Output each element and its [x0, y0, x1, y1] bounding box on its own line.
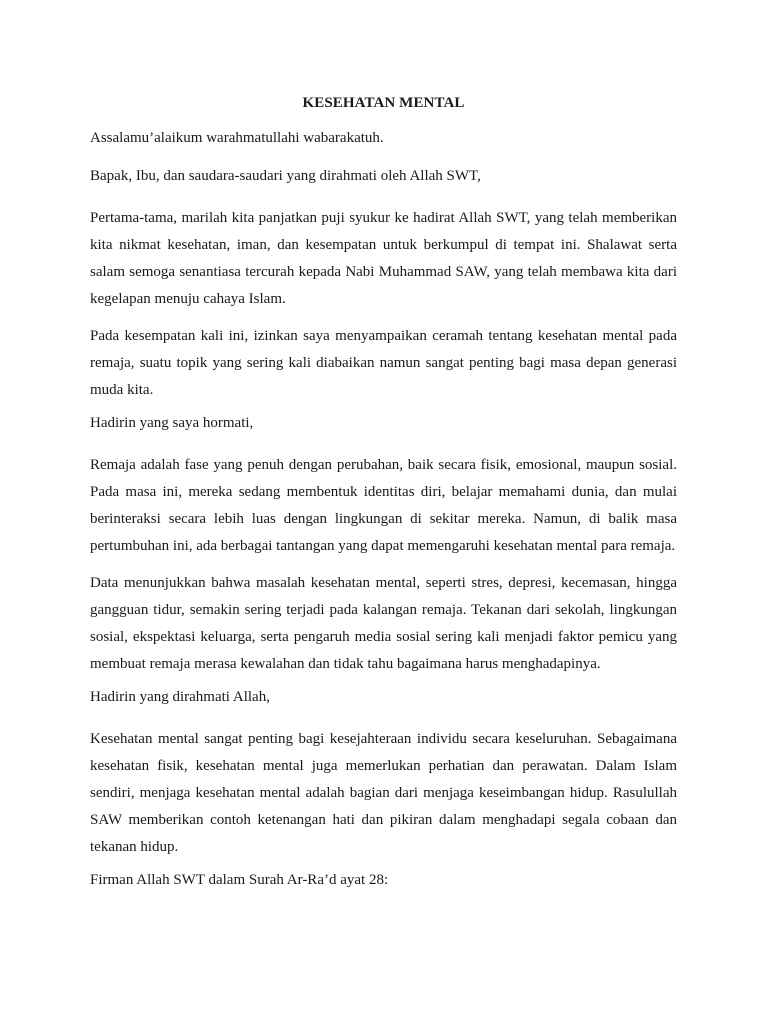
- quran-intro-paragraph: Firman Allah SWT dalam Surah Ar-Ra’d ayat 28:: [90, 872, 389, 888]
- audience-address-paragraph: Hadirin yang saya hormati,: [90, 415, 254, 431]
- greeting-paragraph: Assalamu’alaikum warahmatullahi wabarakatuh.: [90, 130, 384, 146]
- topic-paragraph: Pada kesempatan kali ini, izinkan saya menyampaikan ceramah tentang kesehatan mental pada remaja, suatu topik yang sering kali diabaikan namun sangat penting bagi masa depan generasi muda kita.: [90, 328, 677, 398]
- data-paragraph: Data menunjukkan bahwa masalah kesehatan mental, seperti stres, depresi, kecemasan, hingga gangguan tidur, semakin sering terjadi pada kalangan remaja. Tekanan dari sekolah, lingkungan sosial, ekspektasi keluarga, serta pengaruh media sosial sering kali menjadi faktor pemicu yang membuat remaja merasa kewalahan dan tidak tahu bagaimana harus menghadapinya.: [90, 575, 677, 672]
- audience-address-paragraph-2: Hadirin yang dirahmati Allah,: [90, 689, 270, 705]
- address-paragraph: Bapak, Ibu, dan saudara-saudari yang dirahmati oleh Allah SWT,: [90, 168, 481, 184]
- importance-paragraph: Kesehatan mental sangat penting bagi kesejahteraan individu secara keseluruhan. Sebagaimana kesehatan fisik, kesehatan mental juga memerlukan perhatian dan perawatan. Dalam Islam sendiri, menjaga kesehatan mental adalah bagian dari menjaga keseimbangan hidup. Rasulullah SAW memberikan contoh ketenangan hati dan pikiran dalam menghadapi segala cobaan dan tekanan hidup.: [90, 731, 677, 855]
- adolescence-paragraph: Remaja adalah fase yang penuh dengan perubahan, baik secara fisik, emosional, maupun sosial. Pada masa ini, mereka sedang membentuk identitas diri, belajar memahami dunia, dan mulai berinteraksi secara lebih luas dengan lingkungan di sekitar mereka. Namun, di balik masa pertumbuhan ini, ada berbagai tantangan yang dapat memengaruhi kesehatan mental para remaja.: [90, 457, 677, 554]
- document-title: KESEHATAN MENTAL: [302, 95, 465, 111]
- opening-paragraph: Pertama-tama, marilah kita panjatkan puji syukur ke hadirat Allah SWT, yang telah memberikan kita nikmat kesehatan, iman, dan kesempatan untuk berkumpul di tempat ini. Shalawat serta salam semoga senantiasa tercurah kepada Nabi Muhammad SAW, yang telah membawa kita dari kegelapan menuju cahaya Islam.: [90, 210, 677, 307]
